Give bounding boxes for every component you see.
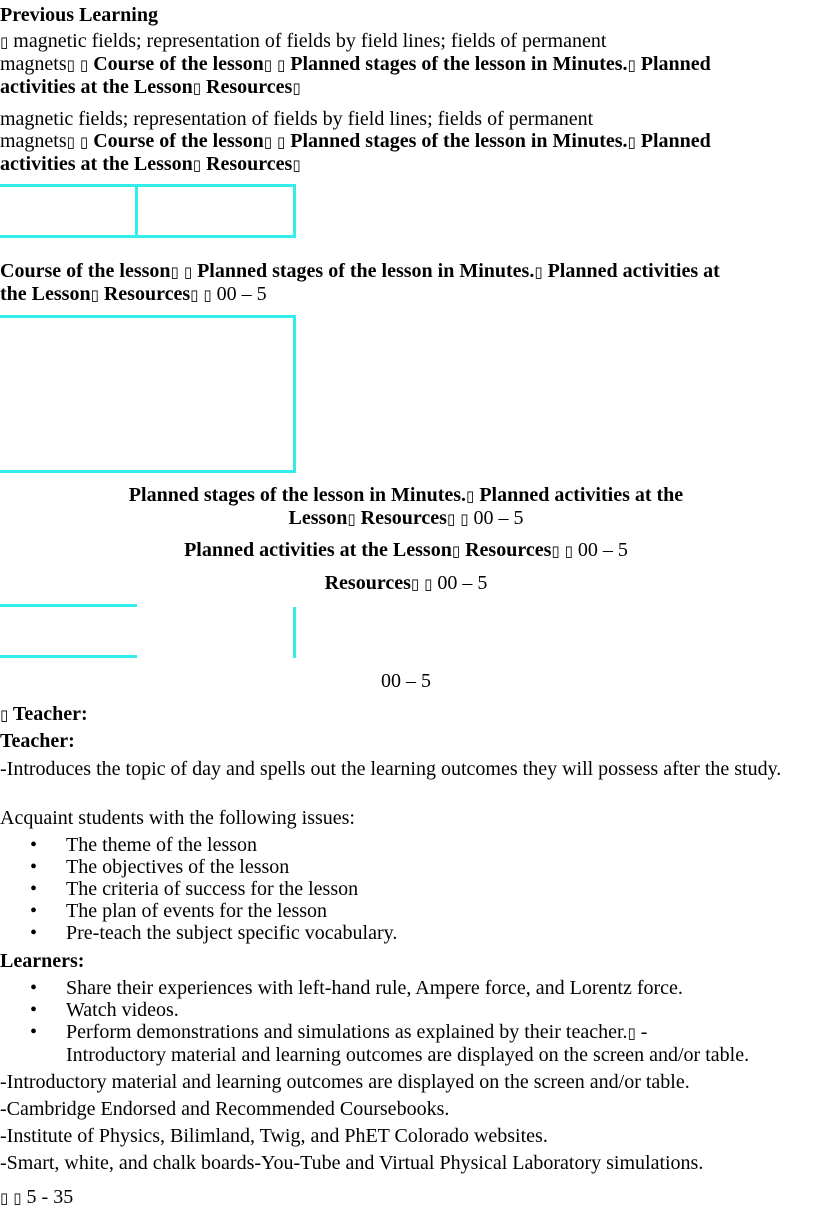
missing-glyph-icon: ▯ <box>451 542 461 560</box>
missing-glyph-icon: ▯ <box>66 56 75 74</box>
missing-glyph-icon: ▯ <box>277 56 286 74</box>
section4-activities: Planned activities at the <box>479 484 684 506</box>
missing-glyph-icon: ▯ <box>170 263 179 281</box>
missing-glyph-icon: ▯ <box>446 510 456 528</box>
missing-glyph-icon: ▯ <box>551 542 560 560</box>
section3-activities: Planned activities at <box>547 260 720 282</box>
section6-time: 00 – 5 <box>437 572 488 594</box>
list-item: • The criteria of success for the lesson <box>30 878 816 900</box>
list-item: • The objectives of the lesson <box>30 856 816 878</box>
section1-stages: Planned stages of the lesson in Minutes. <box>290 53 628 75</box>
table-divider <box>293 607 296 658</box>
learner-item-text: Perform demonstrations and simulations as explained by their teacher. <box>66 1021 628 1043</box>
missing-glyph-icon: ▯ <box>79 133 89 151</box>
section3-course: Course of the lesson <box>0 260 171 282</box>
missing-glyph-icon: ▯ <box>190 286 199 304</box>
teacher-heading-text: Teacher: <box>12 703 88 725</box>
table-border-bottom <box>0 655 137 658</box>
section4-lesson: Lesson <box>288 507 348 529</box>
missing-glyph-icon: ▯ <box>263 133 272 151</box>
section6-paragraph <box>0 572 812 595</box>
section1-text: magnetic fields; representation of fields by field lines; fields of permanent <box>13 30 607 52</box>
section2-stages: Planned stages of the lesson in Minutes. <box>290 130 628 152</box>
missing-glyph-icon: ▯ <box>0 1189 9 1207</box>
acquaint-line: Acquaint students with the following issues: <box>0 807 355 829</box>
section3-stages: Planned stages of the lesson in Minutes. <box>197 260 535 282</box>
section3-resources: Resources <box>103 283 191 305</box>
missing-glyph-icon: ▯ <box>627 133 636 151</box>
missing-glyph-icon: ▯ <box>627 56 636 74</box>
missing-glyph-icon: ▯ <box>0 33 9 51</box>
list-item <box>30 1021 816 1066</box>
section2-text: magnetic fields; representation of fields by field lines; fields of permanent <box>0 108 594 130</box>
section1-course: Course of the lesson <box>93 53 264 75</box>
list-item: • Watch videos. <box>30 999 816 1021</box>
section3-paragraph <box>0 260 812 306</box>
missing-glyph-icon: ▯ <box>466 487 475 505</box>
section3-lesson: the Lesson <box>0 283 91 305</box>
missing-glyph-icon: ▯ <box>424 575 433 593</box>
section2-paragraph <box>0 108 812 176</box>
list-item: • The theme of the lesson <box>30 834 816 856</box>
missing-glyph-icon: ▯ <box>410 575 420 593</box>
section2-course: Course of the lesson <box>93 130 264 152</box>
section1-planned: Planned <box>640 53 711 75</box>
learner-item-continuation: Introductory material and learning outcomes are displayed on the screen and/or table. <box>66 1044 750 1066</box>
section5-resources: Resources <box>465 539 552 561</box>
table-border-top <box>0 604 137 607</box>
resource-line: -Institute of Physics, Bilimland, Twig, and PhET Colorado websites. <box>0 1125 548 1147</box>
resource-line: -Introductory material and learning outcomes are displayed on the screen and/or table. <box>0 1071 690 1093</box>
section2-magnets: magnets <box>0 130 67 152</box>
teacher-list <box>30 834 816 944</box>
section4-time: 00 – 5 <box>473 507 524 529</box>
footer-time-value: 5 - 35 <box>26 1186 74 1208</box>
section5-paragraph <box>0 539 812 562</box>
missing-glyph-icon: ▯ <box>79 56 89 74</box>
teacher-heading-with-symbol <box>0 703 812 726</box>
section5-activities: Planned activities at the Lesson <box>184 539 452 561</box>
teacher-intro: -Introduces the topic of day and spells out the learning outcomes they will possess after the study. <box>0 758 782 780</box>
missing-glyph-icon: ▯ <box>460 510 469 528</box>
section1-activities: activities at the Lesson <box>0 76 193 98</box>
section4-resources: Resources <box>360 507 447 529</box>
missing-glyph-icon: ▯ <box>292 79 301 97</box>
missing-glyph-icon: ▯ <box>277 133 286 151</box>
section4-stages: Planned stages of the lesson in Minutes. <box>128 484 467 506</box>
missing-glyph-icon: ▯ <box>66 133 75 151</box>
missing-glyph-icon: ▯ <box>183 263 193 281</box>
missing-glyph-icon: ▯ <box>263 56 272 74</box>
table-divider <box>135 184 138 238</box>
section4-paragraph <box>0 484 812 530</box>
missing-glyph-icon: ▯ <box>0 706 9 724</box>
missing-glyph-icon: ▯ <box>13 1189 22 1207</box>
section1-paragraph <box>0 30 812 99</box>
missing-glyph-icon: ▯ <box>203 286 212 304</box>
section3-time: 00 – 5 <box>216 283 267 305</box>
section6-resources: Resources <box>324 572 411 594</box>
resource-line: -Smart, white, and chalk boards-You-Tube and Virtual Physical Laboratory simulations. <box>0 1152 704 1174</box>
missing-glyph-icon: ▯ <box>192 79 202 97</box>
resource-line: -Cambridge Endorsed and Recommended Coursebooks. <box>0 1098 450 1120</box>
missing-glyph-icon: ▯ <box>627 1024 636 1042</box>
section5-time: 00 – 5 <box>577 539 628 561</box>
teacher-heading: Teacher: <box>0 730 75 752</box>
table-cell-border <box>0 315 296 473</box>
section2-resources: Resources <box>206 153 293 175</box>
missing-glyph-icon: ▯ <box>534 263 543 281</box>
list-item: • The plan of events for the lesson <box>30 900 816 922</box>
missing-glyph-icon: ▯ <box>192 156 202 174</box>
section2-planned: Planned <box>640 130 711 152</box>
learners-heading: Learners: <box>0 950 85 972</box>
missing-glyph-icon: ▯ <box>292 156 301 174</box>
footer-time <box>0 1186 812 1209</box>
time-only: 00 – 5 <box>381 670 431 692</box>
missing-glyph-icon: ▯ <box>90 286 99 304</box>
list-item: • Share their experiences with left-hand rule, Ampere force, and Lorentz force. <box>30 977 816 999</box>
previous-learning-heading: Previous Learning <box>0 4 158 26</box>
section2-activities: activities at the Lesson <box>0 153 193 175</box>
section1-resources: Resources <box>206 76 293 98</box>
missing-glyph-icon: ▯ <box>564 542 573 560</box>
section1-magnets: magnets <box>0 53 67 75</box>
table-cell-border <box>0 184 296 238</box>
learner-item-dash: - <box>640 1021 648 1043</box>
missing-glyph-icon: ▯ <box>347 510 356 528</box>
learners-list <box>30 977 816 1066</box>
list-item: • Pre-teach the subject specific vocabulary. <box>30 922 816 944</box>
